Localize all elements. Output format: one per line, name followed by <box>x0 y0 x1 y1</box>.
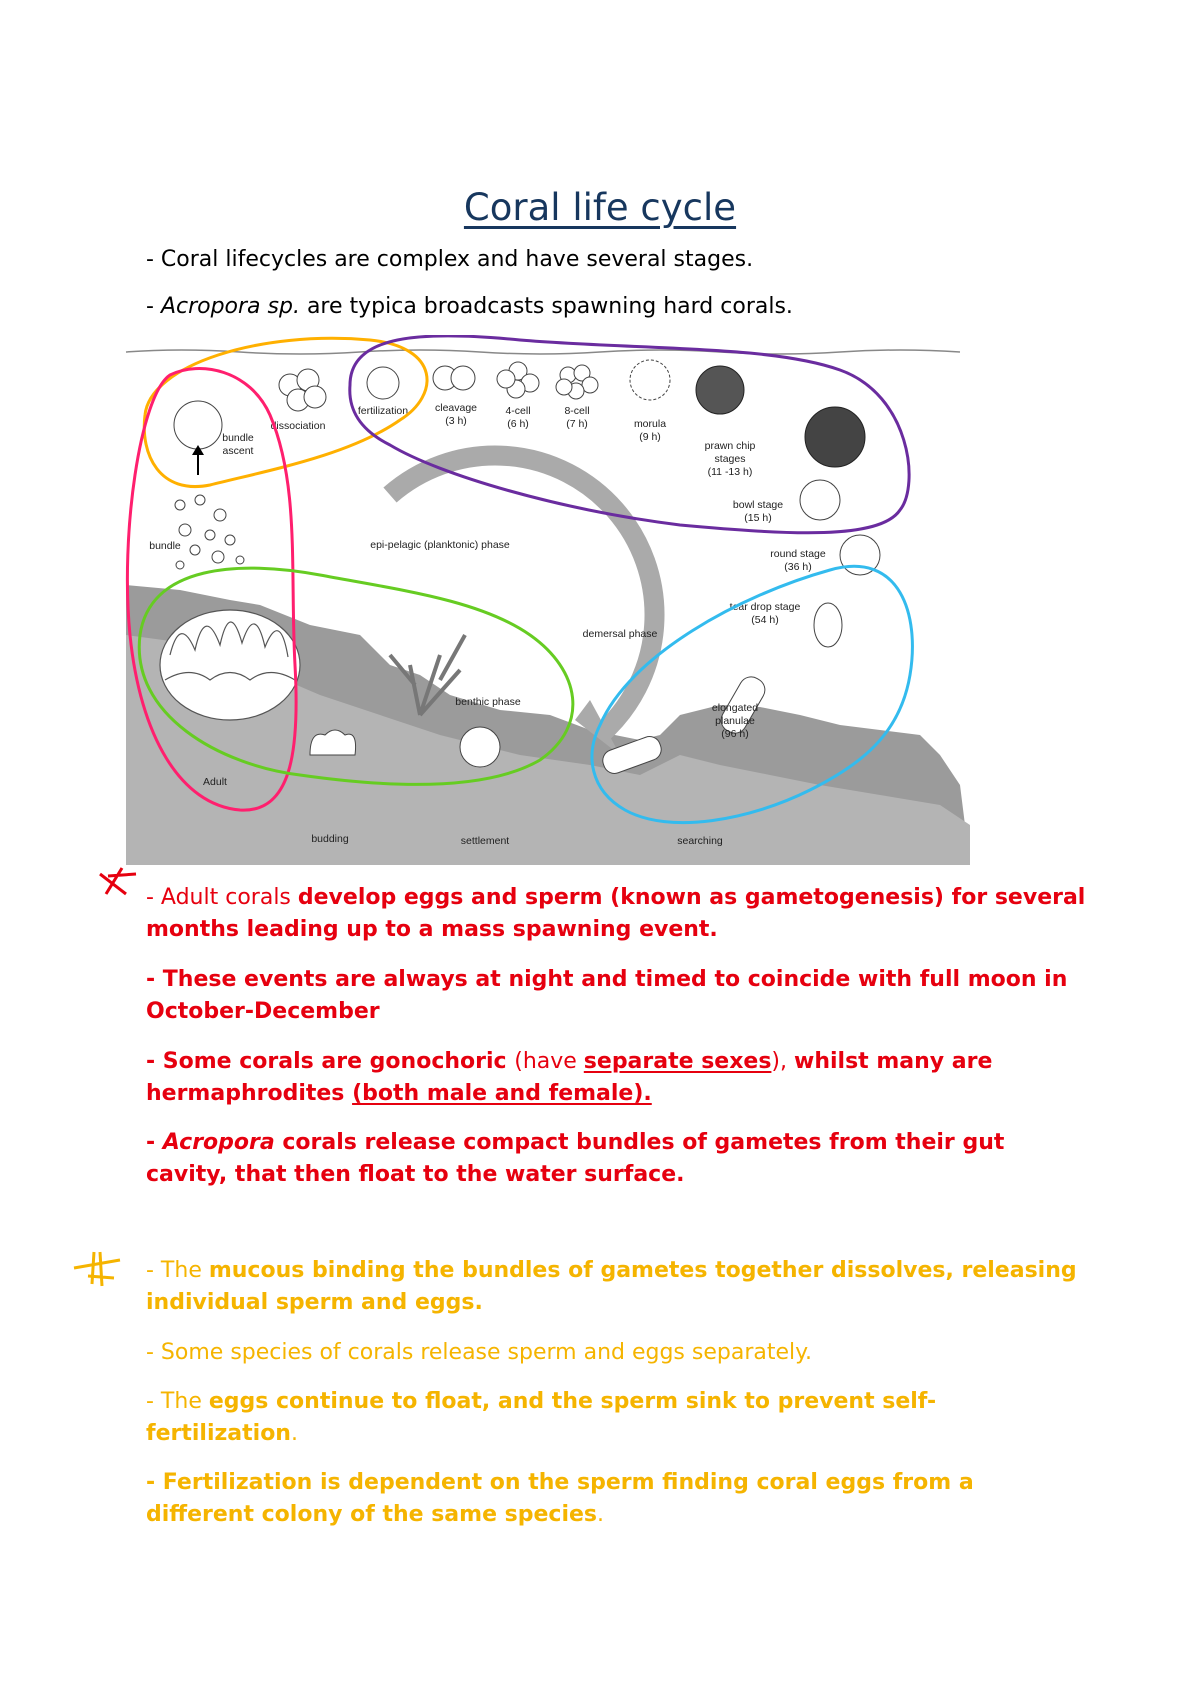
label-cleavage-2: (3 h) <box>445 415 467 427</box>
label-elongated-1: elongated <box>711 702 759 714</box>
dissociation-eggs <box>279 369 326 411</box>
label-prawn-chip-3: (11 -13 h) <box>707 466 753 478</box>
red-paragraph-1 <box>146 882 1086 946</box>
red-paragraph-4 <box>146 1127 1086 1191</box>
red-p3-both: (both male and female). <box>352 1081 652 1106</box>
label-bundle-ascent-1: bundle <box>222 432 254 444</box>
orange-p3-lead: - The <box>146 1389 209 1414</box>
red-p3-close: ), <box>771 1049 794 1074</box>
morula-embryo <box>630 360 670 400</box>
intro-line-2 <box>146 291 1086 323</box>
label-8cell-1: 8-cell <box>564 405 590 417</box>
red-p4-dash: - <box>146 1130 163 1155</box>
label-8cell-2: (7 h) <box>566 418 588 430</box>
label-round-1: round stage <box>770 548 826 560</box>
orange-p3-bold: eggs continue to float, and the sperm sink to prevent self-fertilization <box>146 1389 937 1446</box>
label-prawn-chip-2: stages <box>714 453 746 465</box>
eight-cell-embryo <box>556 365 598 399</box>
coral-life-cycle-diagram <box>120 335 970 865</box>
bowl-stage-embryo <box>800 480 840 520</box>
label-dissociation: dissociation <box>270 420 326 432</box>
four-cell-embryo <box>497 362 539 398</box>
label-budding: budding <box>311 833 349 845</box>
intro-dash: - <box>146 294 161 319</box>
orange-p4-end: . <box>597 1502 605 1527</box>
settlement-polyp <box>460 727 500 767</box>
label-bowl-2: (15 h) <box>744 512 772 524</box>
red-p3-separate-sexes: separate sexes <box>583 1049 772 1074</box>
cleavage-embryo <box>433 366 475 390</box>
prawn-chip-embryo-large <box>805 407 865 467</box>
orange-paragraph-3 <box>146 1386 1086 1450</box>
water-surface-line <box>126 350 960 354</box>
label-cleavage-1: cleavage <box>434 402 478 414</box>
red-p3-bold-2: whilst many are hermaphrodites <box>146 1049 993 1106</box>
label-prawn-chip-1: prawn chip <box>704 440 756 452</box>
orange-paragraph-2: - Some species of corals release sperm and eggs separately. <box>146 1340 813 1365</box>
label-bowl-1: bowl stage <box>732 499 784 511</box>
red-p1-lead: - Adult corals <box>146 885 298 910</box>
fertilized-egg <box>367 367 399 399</box>
label-morula-1: morula <box>633 418 667 430</box>
label-elongated-3: (96 h) <box>721 728 749 740</box>
red-p2-bold: - These events are always at night and timed to coincide with full moon in October-December <box>146 967 1068 1024</box>
label-4cell-1: 4-cell <box>505 405 531 417</box>
label-4cell-2: (6 h) <box>507 418 529 430</box>
species-name: Acropora sp. <box>160 294 300 319</box>
red-p3-bold-1: - Some corals are gonochoric <box>146 1049 515 1074</box>
red-paragraph-3 <box>146 1046 1086 1110</box>
intro-rest: are typica broadcasts spawning hard corals. <box>299 294 793 319</box>
red-p4-genus: Acropora <box>162 1130 275 1155</box>
orange-paragraph-4 <box>146 1467 1086 1531</box>
label-bundle-release: bundle <box>149 540 181 552</box>
adult-coral <box>160 610 300 720</box>
label-tear-drop-1: tear drop stage <box>729 601 801 613</box>
page-title: Coral life cycle <box>463 186 737 229</box>
red-p1-bold: develop eggs and sperm (known as gametogenesis) for several months leading up to a mass spawning event. <box>146 885 1086 942</box>
orange-paragraph-1 <box>146 1255 1086 1319</box>
label-adult: Adult <box>203 776 227 788</box>
red-paragraph-2 <box>146 964 1086 1028</box>
label-settlement: settlement <box>460 835 510 847</box>
label-demersal: demersal phase <box>582 628 658 640</box>
label-round-2: (36 h) <box>784 561 812 573</box>
red-p4-rest: corals release compact bundles of gametes from their gut cavity, that then float to the water surface. <box>146 1130 1005 1187</box>
label-epi-pelagic: epi-pelagic (planktonic) phase <box>370 539 510 551</box>
orange-p1-lead: - The <box>146 1258 209 1283</box>
tear-drop-larva <box>814 603 842 647</box>
orange-p4-bold: - Fertilization is dependent on the sperm finding coral eggs from a different colony of the same species <box>146 1470 974 1527</box>
label-fertilization: fertilization <box>357 405 409 417</box>
prawn-chip-embryo <box>696 366 744 414</box>
orange-p3-end: . <box>290 1421 298 1446</box>
orange-p1-bold: mucous binding the bundles of gametes together dissolves, releasing individual sperm and eggs. <box>146 1258 1077 1315</box>
red-check-mark-icon <box>96 866 144 906</box>
label-tear-drop-2: (54 h) <box>751 614 779 626</box>
intro-line-1: - Coral lifecycles are complex and have several stages. <box>146 247 754 272</box>
red-p3-paren: (have <box>514 1049 584 1074</box>
label-benthic: benthic phase <box>455 696 521 708</box>
label-morula-2: (9 h) <box>639 431 661 443</box>
orange-check-mark-icon <box>70 1248 126 1290</box>
label-bundle-ascent-2: ascent <box>222 445 254 457</box>
label-elongated-2: planulae <box>715 715 755 727</box>
label-searching: searching <box>677 835 723 847</box>
